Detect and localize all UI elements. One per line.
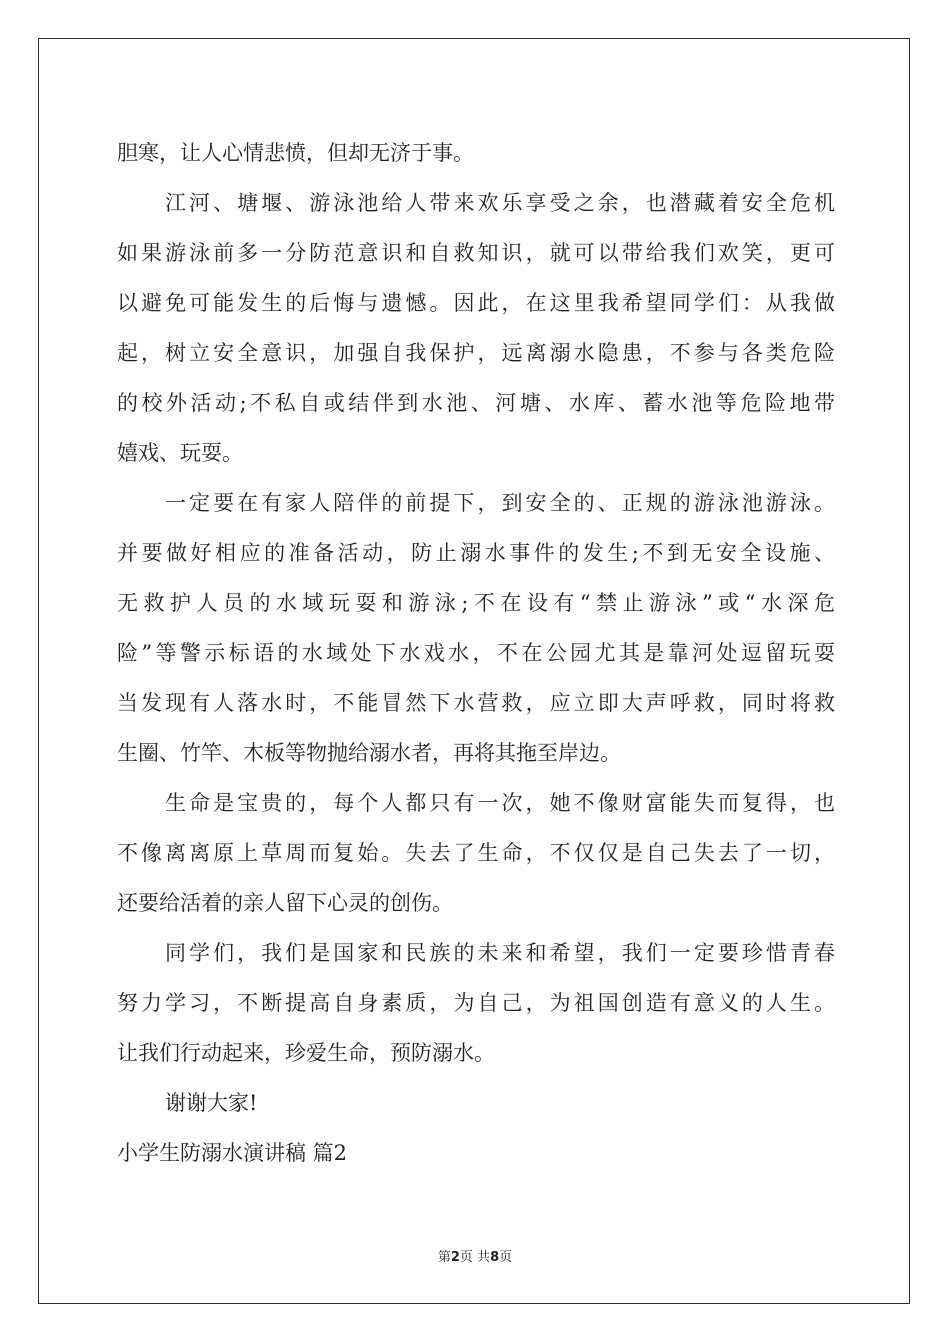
footer-suffix: 页	[499, 1250, 513, 1265]
text-line: 起，树立安全意识，加强自我保护，远离溺水隐患，不参与各类危险	[117, 341, 835, 365]
text-line: 生命是宝贵的，每个人都只有一次，她不像财富能失而复得，也	[165, 791, 835, 815]
total-page-count: 8	[490, 1250, 500, 1265]
text-line: 谢谢大家!	[165, 1091, 258, 1115]
text-line: 如果游泳前多一分防范意识和自救知识，就可以带给我们欢笑，更可	[117, 241, 835, 265]
footer-mid: 页 共	[459, 1250, 491, 1265]
text-line: 无救护人员的水域玩耍和游泳;不在设有“禁止游泳”或“水深危	[117, 591, 835, 615]
text-line: 不像离离原上草周而复始。失去了生命，不仅仅是自己失去了一切，	[117, 841, 835, 865]
text-line: 一定要在有家人陪伴的前提下，到安全的、正规的游泳池游泳。	[165, 491, 835, 515]
text-line: 生圈、竹竿、木板等物抛给溺水者，再将其拖至岸边。	[117, 741, 621, 765]
text-line: 险”等警示标语的水域处下水戏水，不在公园尤其是靠河处逗留玩耍	[117, 641, 835, 665]
text-line: 胆寒，让人心情悲愤，但却无济于事。	[117, 141, 474, 165]
text-line: 让我们行动起来，珍爱生命，预防溺水。	[117, 1041, 495, 1065]
section-heading: 小学生防溺水演讲稿 篇2	[117, 1141, 348, 1165]
text-line: 嬉戏、玩耍。	[117, 441, 243, 465]
current-page-number: 2	[450, 1250, 460, 1265]
text-line: 当发现有人落水时，不能冒然下水营救，应立即大声呼救，同时将救	[117, 691, 835, 715]
footer-prefix: 第	[437, 1250, 451, 1265]
document-body	[117, 128, 835, 1178]
text-line: 的校外活动;不私自或结伴到水池、河塘、水库、蓄水池等危险地带	[117, 391, 835, 415]
text-line: 江河、塘堰、游泳池给人带来欢乐享受之余，也潜藏着安全危机	[165, 191, 835, 215]
text-line: 以避免可能发生的后悔与遗憾。因此，在这里我希望同学们：从我做	[117, 291, 835, 315]
text-line: 并要做好相应的准备活动，防止溺水事件的发生;不到无安全设施、	[117, 541, 835, 565]
page-footer	[0, 1246, 950, 1265]
text-line: 同学们，我们是国家和民族的未来和希望，我们一定要珍惜青春	[165, 941, 835, 965]
text-line: 努力学习，不断提高自身素质，为自己，为祖国创造有意义的人生。	[117, 991, 835, 1015]
text-line: 还要给活着的亲人留下心灵的创伤。	[117, 891, 453, 915]
